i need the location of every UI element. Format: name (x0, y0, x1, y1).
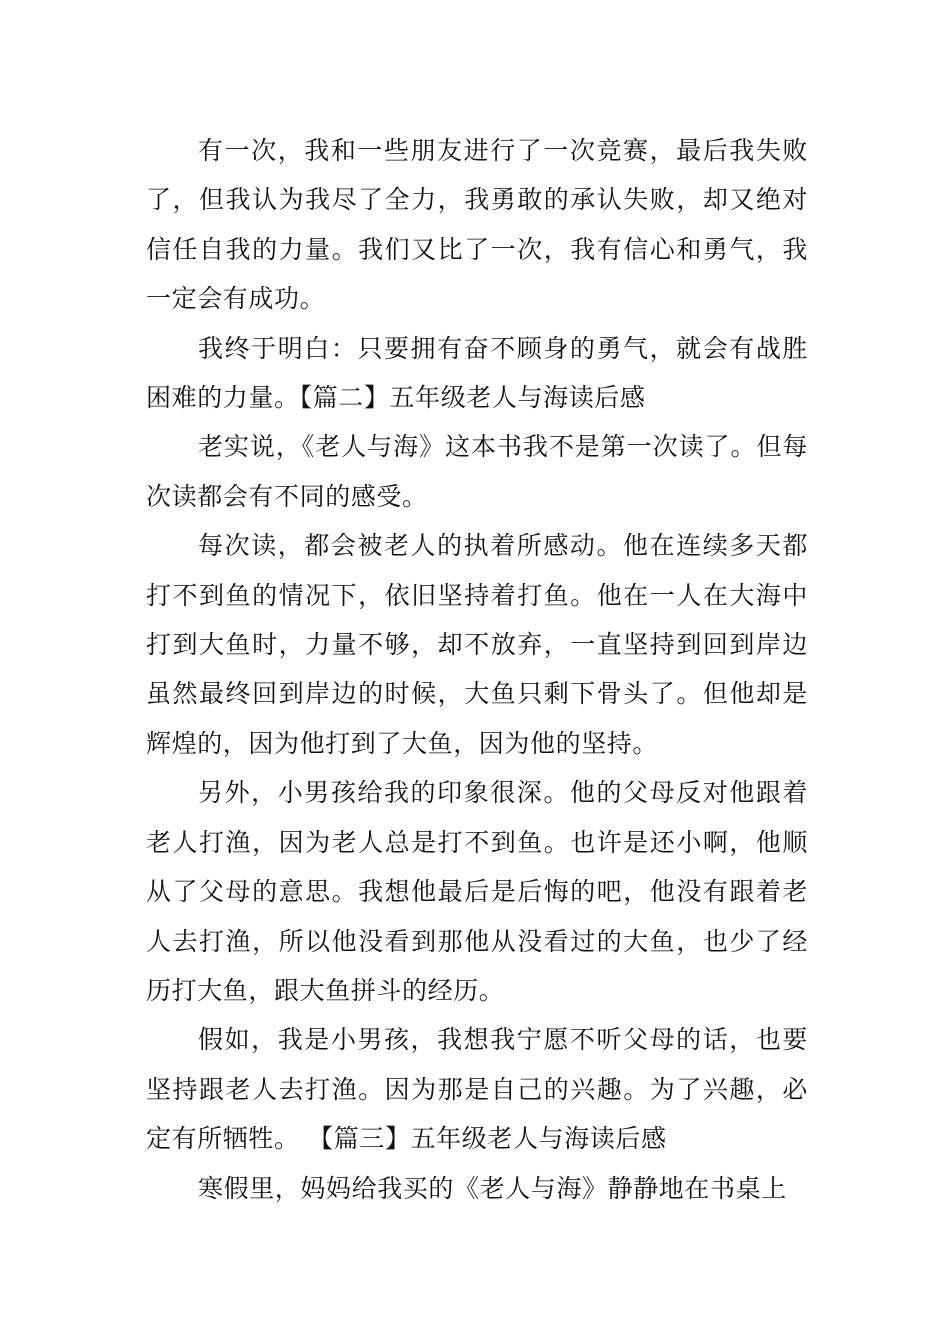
paragraph-little-boy: 另外，小男孩给我的印象很深。他的父母反对他跟着老人打渔，因为老人总是打不到鱼。也许是还小啊，他顺从了父母的意思。我想他最后是后悔的吧，他没有跟着老人去打渔，所以他没看到那他从没看过的大鱼，也少了经历打大鱼，跟大鱼拼斗的经历。 (146, 778, 808, 1005)
paragraph-if-i-were-the-boy: 假如，我是小男孩，我想我宁愿不听父母的话，也要坚持跟老人去打渔。因为那是自己的兴趣。为了兴趣，必定有所牺牲。 【篇三】五年级老人与海读后感 (146, 1025, 808, 1154)
paragraph-courage: 我终于明白：只要拥有奋不顾身的勇气，就会有战胜困难的力量。【篇二】五年级老人与海读后感 (146, 333, 808, 413)
paragraph-competition: 有一次，我和一些朋友进行了一次竞赛，最后我失败了，但我认为我尽了全力，我勇敢的承认失败，却又绝对信任自我的力量。我们又比了一次，我有信心和勇气，我一定会有成功。 (146, 136, 808, 314)
paragraph-winter-holiday: 寒假里，妈妈给我买的《老人与海》静静地在书桌上 (198, 1173, 787, 1203)
paragraph-reading-again: 老实说，《老人与海》这本书我不是第一次读了。但每次读都会有不同的感受。 (146, 432, 808, 511)
body-text (146, 126, 808, 1213)
paragraph-old-man-persistence: 每次读，都会被老人的执着所感动。他在连续多天都打不到鱼的情况下，依旧坚持着打鱼。他在一人在大海中打到大鱼时，力量不够，却不放弃，一直坚持到回到岸边虽然最终回到岸边的时候，大鱼只剩下骨头了。但他却是辉煌的，因为他打到了大鱼，因为他的坚持。 (146, 531, 808, 758)
